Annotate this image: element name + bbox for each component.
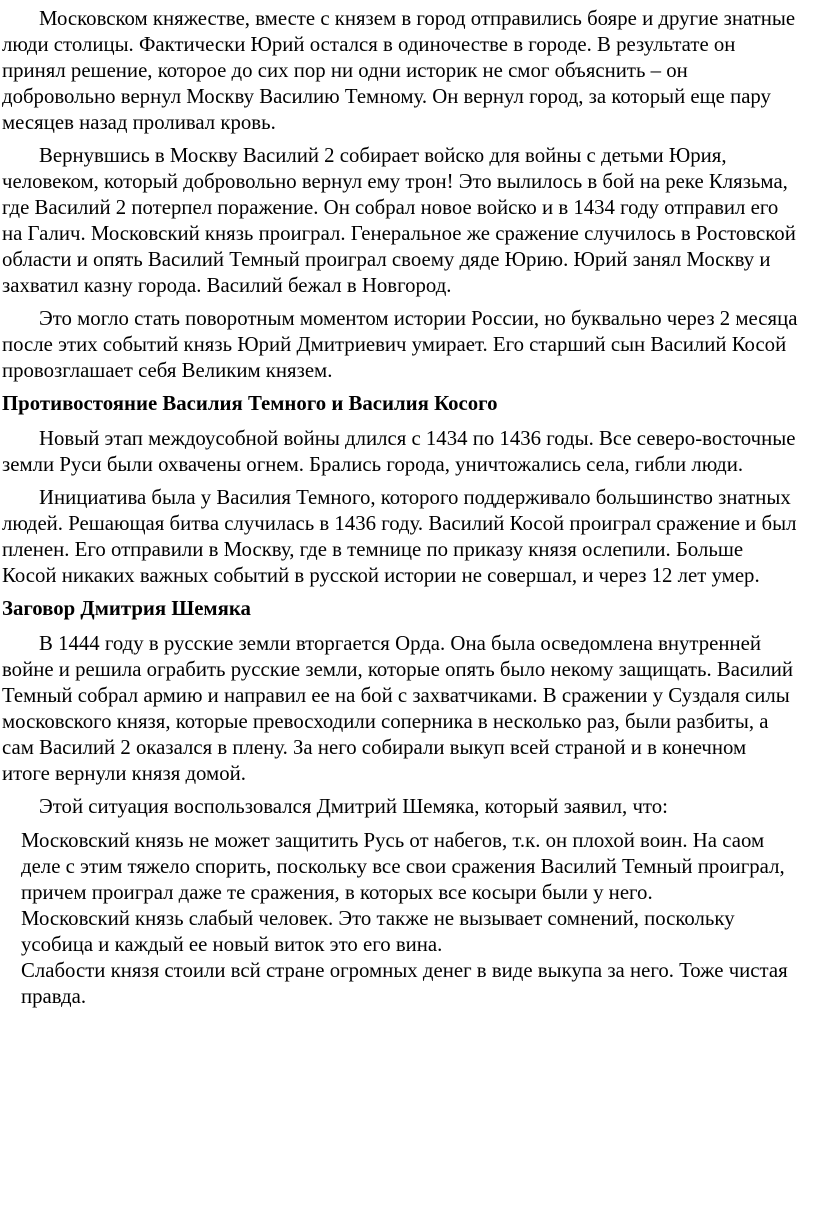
paragraph-2: Вернувшись в Москву Василий 2 собирает войско для войны с детьми Юрия, человеком, который добровольно вернул ему трон! Это вылилось в бой на реке Клязьма, где Василий 2 потерпел поражение. Он собрал новое войско и в 1434 году отправил его на Галич. Московский князь проиграл. Генеральное же сражение случилось в Ростовской области и опять Василий Темный проиграл своему дяде Юрию. Юрий занял Москву и захватил казну города. Василий бежал в Новгород. (2, 144, 796, 297)
section-heading-1: Противостояние Василия Темного и Василия Косого (2, 392, 498, 415)
paragraph-1: Московском княжестве, вместе с князем в город отправились бояре и другие знатные люди столицы. Фактически Юрий остался в одиночестве в городе. В результате он принял решение, которое до сих пор ни одни историк не смог объяснить – он добровольно вернул Москву Василию Темному. Он вернул город, за который еще пару месяцев назад проливал кровь. (2, 7, 796, 134)
paragraph-7: Этой ситуация воспользовался Дмитрий Шемяка, который заявил, что: (39, 795, 668, 818)
claims-list-container (2, 828, 798, 1010)
claims-list (2, 828, 798, 1010)
list-item: Московский князь слабый человек. Это также не вызывает сомнений, поскольку усобица и каждый ее новый виток это его вина. (21, 907, 735, 956)
paragraph-6: В 1444 году в русские земли вторгается Орда. Она была осведомлена внутренней войне и решила ограбить русские земли, которые опять было некому защищать. Василий Темный собрал армию и направил ее на бой с захватчиками. В сражении у Суздаля силы московского князя, которые превосходили соперника в несколько раз, были разбиты, а сам Василий 2 оказался в плену. За него собирали выкуп всей страной и в конечном итоге вернули князя домой. (2, 632, 793, 785)
paragraph-5: Инициатива была у Василия Темного, которого поддерживало большинство знатных людей. Решающая битва случилась в 1436 году. Василий Косой проиграл сражение и был пленен. Его отправили в Москву, где в темнице по приказу князя ослепили. Больше Косой никаких важных событий в русской истории не совершал, и через 12 лет умер. (2, 486, 797, 587)
list-item: Слабости князя стоили всй стране огромных денег в виде выкупа за него. Тоже чистая правда. (21, 959, 788, 1008)
paragraph-4: Новый этап междоусобной войны длился с 1434 по 1436 годы. Все северо-восточные земли Руси были охвачены огнем. Брались города, уничтожались села, гибли люди. (2, 427, 796, 476)
section-heading-2: Заговор Дмитрия Шемяка (2, 597, 251, 620)
list-item: Московский князь не может защитить Русь от набегов, т.к. он плохой воин. На саом деле с этим тяжело спорить, поскольку все свои сражения Василий Темный проиграл, причем проиграл даже те сражения, в которых все косыри были у него. (21, 829, 785, 904)
paragraph-3: Это могло стать поворотным моментом истории России, но буквально через 2 месяца после этих событий князь Юрий Дмитриевич умирает. Его старший сын Василий Косой провозглашает себя Великим князем. (2, 307, 798, 382)
